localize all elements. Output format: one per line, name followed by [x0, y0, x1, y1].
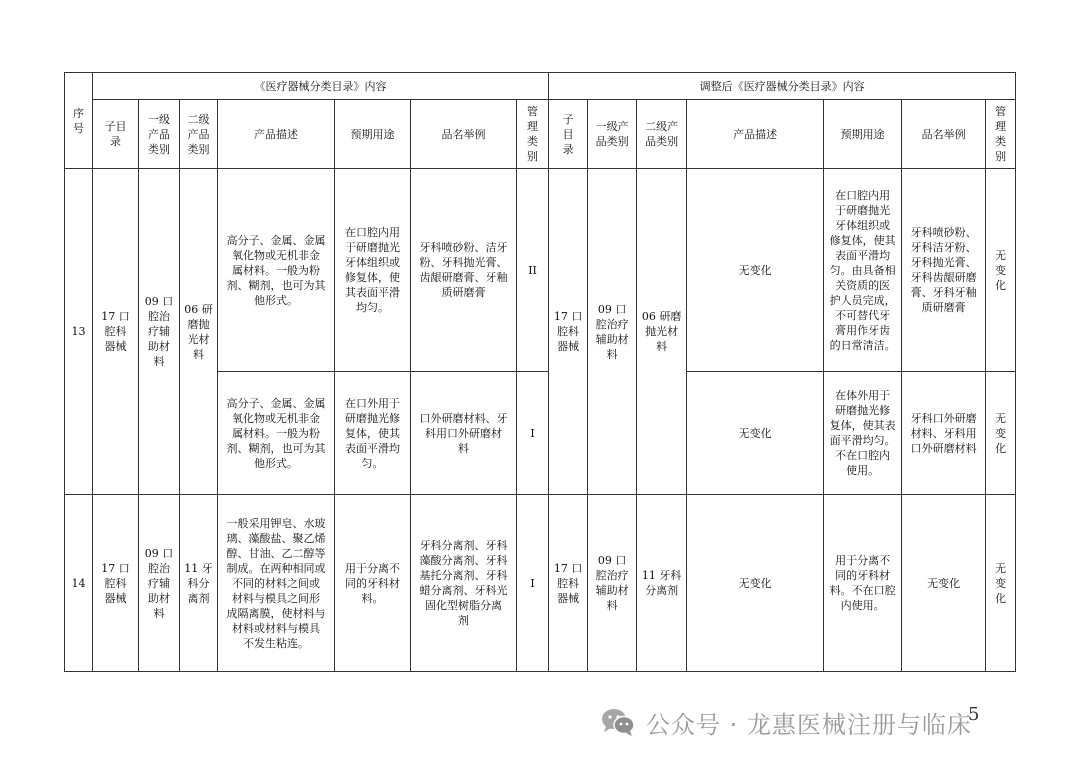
right-class-cell: 无 变 化 [986, 495, 1016, 672]
right-examples-cell: 牙科口外研磨 材料、牙科用 口外研磨材料 [902, 372, 986, 495]
right-level1-cell: 09 口 腔治疗 辅助材 料 [588, 495, 637, 672]
right-level2-cell: 06 研磨 抛光材 料 [637, 169, 687, 495]
left-examples-cell: 口外研磨材料、牙 科用口外研磨材 料 [411, 372, 517, 495]
left-sub-cell: 17 口 腔科 器械 [93, 495, 139, 672]
col-header: 管 理 类 别 [986, 100, 1016, 169]
right-desc-cell: 无变化 [687, 495, 824, 672]
seq-cell: 14 [65, 495, 93, 672]
col-header: 二级 产品 类别 [180, 100, 218, 169]
page-number: 5 [968, 704, 980, 725]
table-row [65, 169, 1016, 372]
left-class-cell: II [517, 169, 549, 372]
left-use-cell: 在口外用于 研磨抛光修 复体，使其 表面平滑均 匀。 [335, 372, 411, 495]
col-header: 预期用途 [335, 100, 411, 169]
watermark-text: 公众号 · 龙惠医械注册与临床 [646, 710, 972, 739]
left-level2-cell: 06 研 磨抛 光材 料 [180, 169, 218, 495]
right-level2-cell: 11 牙科 分离剂 [637, 495, 687, 672]
col-header: 二级产 品类别 [637, 100, 687, 169]
right-class-cell: 无 变 化 [986, 372, 1016, 495]
col-header: 子 目 录 [549, 100, 588, 169]
col-header: 一级 产品 类别 [139, 100, 180, 169]
right-use-cell: 用于分离不 同的牙科材 料。不在口腔 内使用。 [824, 495, 902, 672]
left-class-cell: I [517, 495, 549, 672]
col-header: 品名举例 [411, 100, 517, 169]
right-desc-cell: 无变化 [687, 372, 824, 495]
left-sub-cell: 17 口 腔科 器械 [93, 169, 139, 495]
left-examples-cell: 牙科喷砂粉、洁牙 粉、牙科抛光膏、 齿龈研磨膏、牙釉 质研磨膏 [411, 169, 517, 372]
col-header: 产品描述 [218, 100, 335, 169]
left-level1-cell: 09 口 腔治 疗辅 助材 料 [139, 495, 180, 672]
left-use-cell: 用于分离不 同的牙科材 料。 [335, 495, 411, 672]
left-desc-cell: 高分子、金属、金属 氧化物或无机非金 属材料。一般为粉 剂、糊剂，也可为其 他形式。 [218, 169, 335, 372]
left-class-cell: I [517, 372, 549, 495]
seq-header: 序 号 [65, 73, 93, 169]
col-header: 一级产 品类别 [588, 100, 637, 169]
right-desc-cell: 无变化 [687, 169, 824, 372]
right-group-header: 调整后《医疗器械分类目录》内容 [549, 73, 1016, 100]
left-level1-cell: 09 口 腔治 疗辅 助材 料 [139, 169, 180, 495]
col-header: 品名举例 [902, 100, 986, 169]
left-desc-cell: 一般采用钾皂、水玻 璃、藻酸盐、聚乙烯 醇、甘油、乙二醇等 制成。在两种相同或 不同的材料之间或 材料与模具之间形 成隔离膜，使材料与 材料或材料与模具 不发生粘连。 [218, 495, 335, 672]
right-sub-cell: 17 口 腔科 器械 [549, 495, 588, 672]
left-use-cell: 在口腔内用 于研磨抛光 牙体组织或 修复体，使 其表面平滑 均匀。 [335, 169, 411, 372]
right-class-cell: 无 变 化 [986, 169, 1016, 372]
right-level1-cell: 09 口 腔治疗 辅助材 料 [588, 169, 637, 495]
col-header: 管 理 类 别 [517, 100, 549, 169]
right-sub-cell: 17 口 腔科 器械 [549, 169, 588, 495]
left-group-header: 《医疗器械分类目录》内容 [93, 73, 549, 100]
left-desc-cell: 高分子、金属、金属 氧化物或无机非金 属材料。一般为粉 剂、糊剂，也可为其 他形式。 [218, 372, 335, 495]
table-row [65, 495, 1016, 672]
right-use-cell: 在口腔内用 于研磨抛光 牙体组织或 修复体，使其 表面平滑均 匀。由具备相 关资质的医 护人员完成， 不可替代牙 膏用作牙齿 的日常清洁。 [824, 169, 902, 372]
watermark [600, 704, 972, 740]
col-header: 产品描述 [687, 100, 824, 169]
right-examples-cell: 牙科喷砂粉、 牙科洁牙粉、 牙科抛光膏、 牙科齿龈研磨 膏、牙科牙釉 质研磨膏 [902, 169, 986, 372]
seq-cell: 13 [65, 169, 93, 495]
wechat-icon [600, 707, 636, 737]
right-examples-cell: 无变化 [902, 495, 986, 672]
left-examples-cell: 牙科分离剂、牙科 藻酸分离剂、牙科 基托分离剂、牙科 蜡分离剂、牙科光 固化型树脂分离 剂 [411, 495, 517, 672]
right-use-cell: 在体外用于 研磨抛光修 复体，使其表 面平滑均匀。 不在口腔内 使用。 [824, 372, 902, 495]
left-level2-cell: 11 牙 科分 离剂 [180, 495, 218, 672]
classification-table [64, 72, 1016, 672]
col-header: 子目 录 [93, 100, 139, 169]
col-header: 预期用途 [824, 100, 902, 169]
